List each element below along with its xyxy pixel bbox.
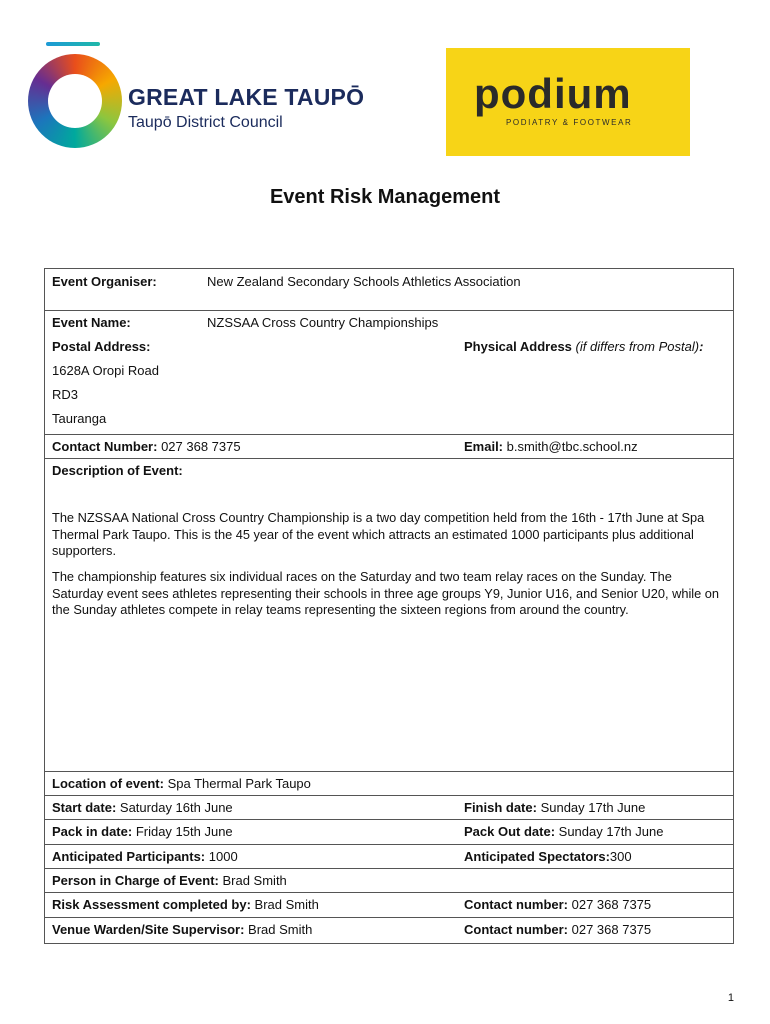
- risk-assessor-label: Risk Assessment completed by:: [52, 897, 251, 912]
- person-in-charge-value: Brad Smith: [218, 873, 287, 888]
- event-name-value: NZSSAA Cross Country Championships: [207, 315, 439, 330]
- event-name-label: Event Name:: [52, 315, 131, 330]
- risk-assessment-row: [45, 893, 733, 918]
- sponsor-tagline: PODIATRY & FOOTWEAR: [506, 118, 633, 127]
- physical-address-label: Physical Address (if differs from Postal):: [464, 339, 704, 354]
- council-ring-icon: [28, 54, 122, 148]
- sponsor-logo: [446, 48, 690, 156]
- organiser-value: New Zealand Secondary Schools Athletics Association: [207, 274, 521, 289]
- sponsor-name: podium: [474, 70, 632, 117]
- email-label: Email:: [464, 439, 504, 454]
- description-label: Description of Event:: [52, 463, 183, 478]
- event-name-row: [45, 311, 733, 335]
- council-logo: [28, 40, 388, 150]
- warden-value: Brad Smith: [244, 922, 313, 937]
- spectators-label: Anticipated Spectators:: [464, 849, 610, 864]
- risk-contact-value: 027 368 7375: [568, 897, 652, 912]
- contact-number-value: 027 368 7375: [157, 439, 241, 454]
- dates-row: [45, 796, 733, 820]
- attendance-row: [45, 845, 733, 869]
- postal-line-3: Tauranga: [52, 411, 107, 426]
- council-subtitle: Taupō District Council: [128, 114, 283, 131]
- logo-accent-bar: [46, 42, 100, 46]
- venue-warden-row: [45, 918, 733, 943]
- risk-assessor-value: Brad Smith: [250, 897, 319, 912]
- start-date-value: Saturday 16th June: [116, 800, 233, 815]
- start-date-label: Start date:: [52, 800, 117, 815]
- council-name: GREAT LAKE TAUPŌ: [128, 84, 365, 110]
- pack-dates-row: [45, 820, 733, 845]
- email-value: b.smith@tbc.school.nz: [503, 439, 638, 454]
- postal-line-2: RD3: [52, 387, 79, 402]
- person-in-charge-label: Person in Charge of Event:: [52, 873, 219, 888]
- organiser-label: Event Organiser:: [52, 274, 157, 289]
- person-in-charge-row: [45, 869, 733, 893]
- description-paragraph-1: The NZSSAA National Cross Country Championship is a two day competition held from the 16th - 17th June at Spa Thermal Park Taupo. This is the 45 year of the event which attracts an estimated 1000 participants plus additional supporters.: [52, 510, 705, 558]
- pack-in-value: Friday 15th June: [132, 824, 233, 839]
- page-number: 1: [727, 992, 734, 1004]
- contact-number-label: Contact Number:: [52, 439, 158, 454]
- event-form-table: [44, 268, 734, 944]
- pack-out-label: Pack Out date:: [464, 824, 556, 839]
- location-value: Spa Thermal Park Taupo: [163, 776, 311, 791]
- description-paragraph-2: The championship features six individual races on the Saturday and two team relay races on the Sunday. The Saturday event sees athletes representing their schools in three age groups Y9, Junior U16, and Senior U20, while on the Sunday athletes compete in relay teams representing the sixteen regions from around the country.: [52, 569, 720, 617]
- participants-value: 1000: [205, 849, 238, 864]
- postal-line-1: 1628A Oropi Road: [52, 363, 159, 378]
- description-row: [45, 459, 733, 772]
- spectators-value: 300: [609, 849, 632, 864]
- pack-out-value: Sunday 17th June: [555, 824, 664, 839]
- location-label: Location of event:: [52, 776, 164, 791]
- postal-label: Postal Address:: [52, 339, 151, 354]
- warden-label: Venue Warden/Site Supervisor:: [52, 922, 245, 937]
- finish-date-value: Sunday 17th June: [536, 800, 646, 815]
- risk-contact-label: Contact number:: [464, 897, 568, 912]
- document-title: Event Risk Management: [269, 186, 501, 208]
- finish-date-label: Finish date:: [464, 800, 537, 815]
- location-row: [45, 772, 733, 796]
- organiser-row: [45, 269, 733, 311]
- participants-label: Anticipated Participants:: [52, 849, 206, 864]
- address-row: [45, 335, 733, 435]
- pack-in-label: Pack in date:: [52, 824, 133, 839]
- contact-row: [45, 435, 733, 459]
- warden-contact-label: Contact number:: [464, 922, 568, 937]
- warden-contact-value: 027 368 7375: [568, 922, 652, 937]
